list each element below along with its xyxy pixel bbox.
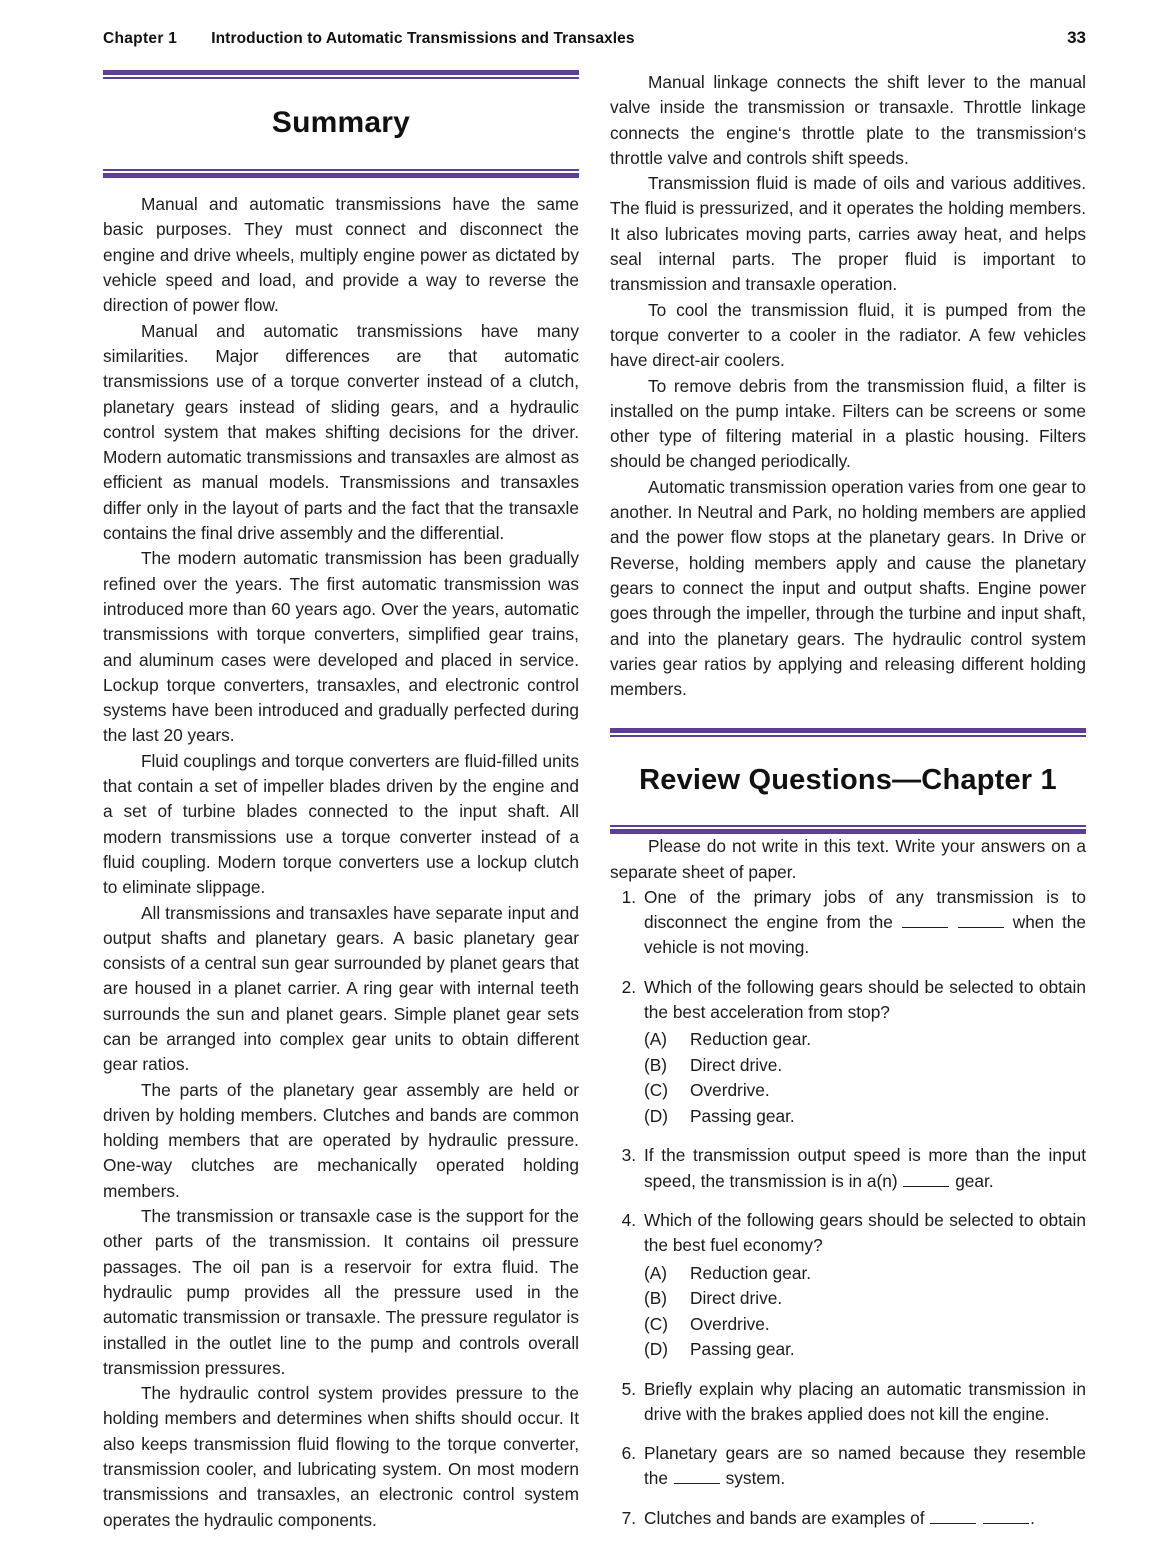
- question-text: Planetary gears are so named because they resemble the system.: [644, 1443, 1086, 1489]
- summary-paragraph: Transmission fluid is made of oils and various additives. The fluid is pressurized, and it operates the holding members. It also lubricates moving parts, carries away heat, and helps seal internal parts. The proper fluid is important to transmission and transaxle operation.: [610, 173, 1086, 295]
- choice-label: (B): [644, 1288, 668, 1309]
- choice-label: (C): [644, 1080, 668, 1101]
- review-instructions: Please do not write in this text. Write your answers on a separate sheet of paper.: [610, 836, 1086, 882]
- summary-paragraph: Manual linkage connects the shift lever to the manual valve inside the transmission or transaxle. Throttle linkage connects the engine‘s throttle plate to the transmission‘s throttle valve and controls shift speeds.: [610, 72, 1086, 168]
- summary-paragraph: Manual and automatic transmissions have the same basic purposes. They must connect and disconnect the engine and drive wheels, multiply engine power as dictated by vehicle speed and load, and provide a way to reverse the direction of power flow.: [103, 194, 579, 316]
- choice-item: [644, 1027, 1086, 1053]
- choice-text: Direct drive.: [690, 1288, 783, 1309]
- choice-item: [644, 1053, 1086, 1079]
- running-head-chapter-title: Introduction to Automatic Transmissions and Transaxles: [211, 30, 635, 47]
- choice-text: Reduction gear.: [690, 1029, 812, 1050]
- answer-blank: [902, 911, 948, 928]
- question-number: 3.: [621, 1145, 636, 1166]
- summary-paragraph: The transmission or transaxle case is the support for the other parts of the transmission. It contains oil pressure passages. The oil pan is a reservoir for extra fluid. The hydraulic pump provides all the pressure used in the automatic transmission or transaxle. The pressure regulator is installed in the outlet line to the pump and controls overall transmission pressures.: [103, 1206, 579, 1378]
- answer-blank: [674, 1468, 720, 1485]
- choice-item: [644, 1104, 1086, 1130]
- choice-label: (A): [644, 1029, 668, 1050]
- review-questions-section: [610, 728, 1086, 1531]
- choice-text: Passing gear.: [690, 1105, 795, 1126]
- choice-list: [644, 1027, 1086, 1129]
- summary-rule-bottom: [103, 169, 579, 178]
- summary-paragraphs-left: [103, 192, 579, 1533]
- summary-rule-top: [103, 70, 579, 79]
- choice-text: Overdrive.: [690, 1080, 770, 1101]
- question-item: [610, 975, 1086, 1130]
- summary-paragraph: To remove debris from the transmission fluid, a filter is installed on the pump intake. Filters can be screens or some other type of filtering material in a plastic housing. Filters should be changed periodically.: [610, 375, 1086, 472]
- choice-item: [644, 1078, 1086, 1104]
- question-number: 7.: [621, 1507, 636, 1528]
- answer-blank: [983, 1507, 1029, 1524]
- question-item: [610, 1441, 1086, 1492]
- running-head-chapter-label: Chapter 1: [103, 30, 178, 47]
- rule-thin: [103, 77, 579, 79]
- answer-blank: [930, 1507, 976, 1524]
- question-item: [610, 1143, 1086, 1194]
- question-number: 6.: [621, 1443, 636, 1464]
- choice-text: Reduction gear.: [690, 1262, 812, 1283]
- right-column: [610, 70, 1086, 1545]
- question-item: [610, 1208, 1086, 1363]
- question-number: 1.: [621, 886, 636, 907]
- choice-text: Direct drive.: [690, 1054, 783, 1075]
- choice-item: [644, 1286, 1086, 1312]
- choice-list: [644, 1261, 1086, 1363]
- question-item: [610, 1506, 1086, 1531]
- choice-item: [644, 1312, 1086, 1338]
- summary-paragraph: Fluid couplings and torque converters are fluid-filled units that contain a set of impeller blades driven by the engine and a set of turbine blades connected to the input shaft. All modern transmissions use a torque converter instead of a fluid coupling. Modern torque converters use a lockup clutch to eliminate slippage.: [103, 750, 579, 898]
- left-column: [103, 70, 579, 1533]
- answer-blank: [958, 911, 1004, 928]
- choice-item: [644, 1337, 1086, 1363]
- summary-paragraph: Manual and automatic transmissions have many similarities. Major differences are that automatic transmissions use of a torque converter instead of a clutch, planetary gears instead of sliding gears, and a hydraulic control system that makes shifting decisions for the driver. Modern automatic transmissions and transaxles are almost as efficient as manual models. Transmissions and transaxles differ only in the layout of parts and the fact that the transaxle contains the final drive assembly and the differential.: [103, 320, 579, 544]
- choice-item: [644, 1261, 1086, 1287]
- question-text: Which of the following gears should be selected to obtain the best fuel economy?: [644, 1209, 1086, 1256]
- summary-paragraph: The parts of the planetary gear assembly are held or driven by holding members. Clutches and bands are common holding members that are operated by hydraulic pressure. One-way clutches are mechanically operated holding members.: [103, 1079, 579, 1201]
- page-number: 33: [1067, 28, 1086, 47]
- running-head: [103, 28, 1086, 48]
- review-rule-top: [610, 728, 1086, 737]
- question-item: [610, 885, 1086, 961]
- question-text: Clutches and bands are examples of .: [644, 1507, 1035, 1528]
- questions-list: [610, 885, 1086, 1531]
- question-item: [610, 1377, 1086, 1428]
- question-text: One of the primary jobs of any transmission is to disconnect the engine from the when the vehicle is not moving.: [644, 886, 1086, 958]
- summary-paragraph: All transmissions and transaxles have separate input and output shafts and planetary gears. A basic planetary gear consists of a central sun gear surrounded by planet gears that are housed in a planet carrier. A ring gear with internal teeth surrounds the sun and planet gears. Simple planet gear sets can be arranged into complex gear units to obtain different gear ratios.: [103, 902, 579, 1075]
- question-text: Briefly explain why placing an automatic transmission in drive with the brakes applied does not kill the engine.: [644, 1378, 1086, 1424]
- review-rule-bottom: [610, 825, 1086, 834]
- rule-thin: [610, 735, 1086, 737]
- question-number: 2.: [621, 976, 636, 997]
- summary-paragraph: The hydraulic control system provides pressure to the holding members and determines when shifts should occur. It also keeps transmission fluid flowing to the torque converter, transmission cooler, and lubricating system. On most modern transmissions and transaxles, an electronic control system operates the hydraulic components.: [103, 1383, 579, 1530]
- summary-paragraph: Automatic transmission operation varies from one gear to another. In Neutral and Park, no holding members are applied and the power flow stops at the planetary gears. In Drive or Reverse, holding members apply and cause the planetary gears to connect the input and output shafts. Engine power goes through the impeller, through the turbine and input shaft, and into the planetary gears. The hydraulic control system varies gear ratios by applying and releasing different holding members.: [610, 476, 1086, 700]
- rule-thick: [103, 173, 579, 178]
- answer-blank: [903, 1170, 949, 1187]
- summary-paragraph: To cool the transmission fluid, it is pumped from the torque converter to a cooler in the radiator. A few vehicles have direct-air coolers.: [610, 299, 1086, 371]
- choice-label: (D): [644, 1339, 668, 1360]
- choice-label: (A): [644, 1262, 668, 1283]
- question-text: If the transmission output speed is more than the input speed, the transmission is in a(n) gear.: [644, 1145, 1086, 1191]
- choice-label: (C): [644, 1313, 668, 1334]
- summary-paragraph: The modern automatic transmission has been gradually refined over the years. The first automatic transmission was introduced more than 60 years ago. Over the years, automatic transmissions with torque converters, simplified gear trains, and aluminum cases were developed and placed in service. Lockup torque converters, transaxles, and electronic control systems have been introduced and gradually perfected during the last 20 years.: [103, 548, 579, 746]
- review-questions-heading: Review Questions—Chapter 1: [639, 763, 1057, 796]
- question-number: 4.: [621, 1209, 636, 1230]
- choice-text: Passing gear.: [690, 1339, 795, 1360]
- summary-heading: Summary: [271, 106, 411, 140]
- choice-label: (D): [644, 1105, 668, 1126]
- choice-text: Overdrive.: [690, 1313, 770, 1334]
- summary-paragraphs-right: [610, 70, 1086, 702]
- question-number: 5.: [621, 1378, 636, 1399]
- question-text: Which of the following gears should be selected to obtain the best acceleration from stop?: [644, 976, 1086, 1023]
- choice-label: (B): [644, 1054, 668, 1075]
